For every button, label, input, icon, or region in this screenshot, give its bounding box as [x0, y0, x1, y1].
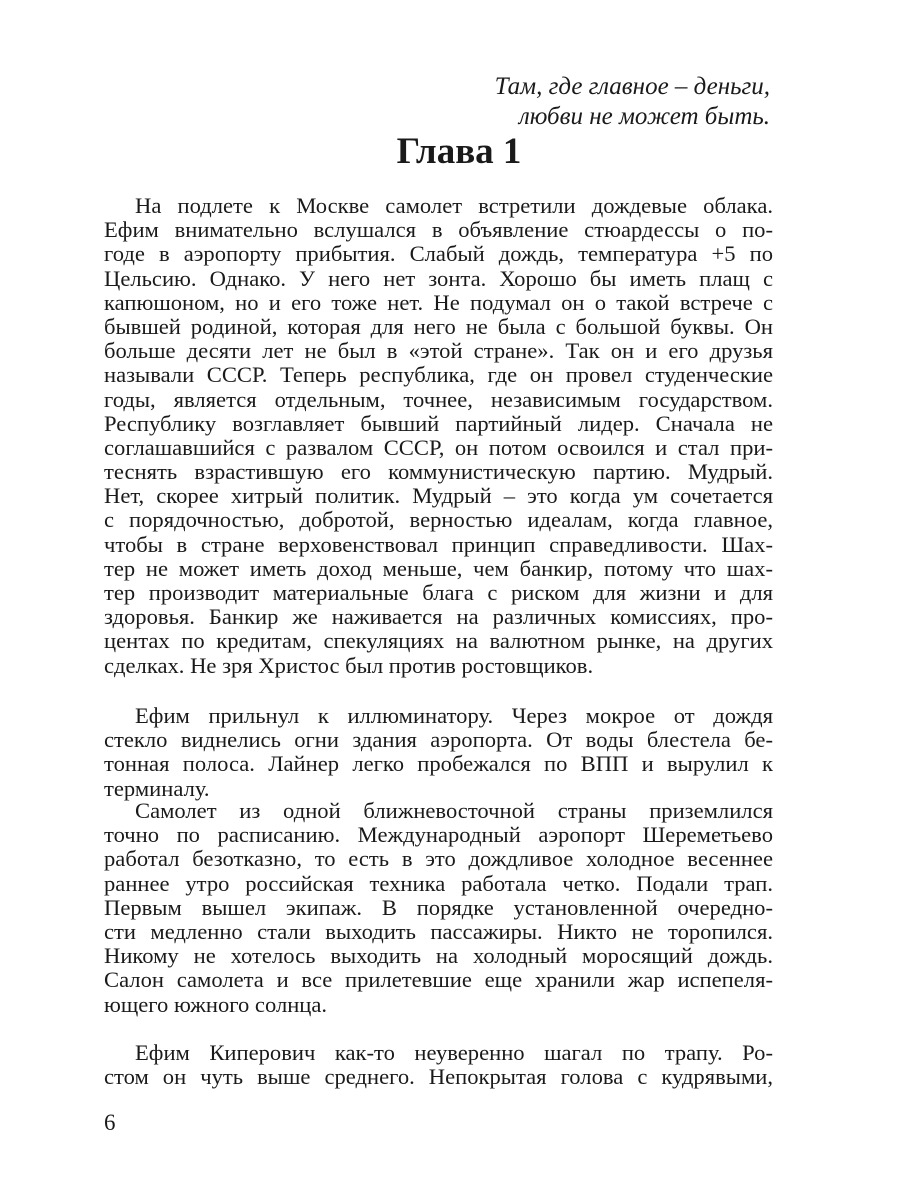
text-line: Ефим внимательно вслушался в объявление стюардессы о по- [104, 217, 773, 243]
text-line: Ефим прильнул к иллюминатору. Через мокрое от дождя [135, 703, 773, 728]
paragraph [104, 1041, 773, 1089]
text-line: называли СССР. Теперь республика, где он провел студенческие [104, 362, 773, 388]
text-line: тер не может иметь доход меньше, чем банкир, потому что шах- [104, 555, 773, 581]
chapter-title: Глава 1 [396, 131, 522, 172]
page-number: 6 [104, 1110, 116, 1135]
paragraph [104, 704, 773, 801]
text-line: сти медленно стали выходить пассажиры. Никто не торопился. [104, 918, 773, 944]
text-line: тер производит материальные блага с риском для жизни и для [104, 580, 773, 605]
text-line: На подлете к Москве самолет встретили дождевые облака. [135, 193, 773, 218]
text-line: ющего южного солнца. [104, 991, 328, 1017]
epigraph-line: Там, где главное – деньги, [494, 73, 770, 100]
text-line: чтобы в стране верховенствовал принцип справедливости. Шах- [104, 531, 773, 557]
text-line: Республику возглавляет бывший партийный лидер. Сначала не [104, 410, 773, 436]
text-line: годе в аэропорту прибытия. Слабый дождь, температура +5 по [104, 241, 773, 267]
text-line: Салон самолета и все прилетевшие еще хранили жар испепеля- [104, 967, 773, 993]
text-line: Ефим Киперович как-то неуверенно шагал по трапу. Ро- [135, 1040, 773, 1065]
text-line: теснять взрастившую его коммунистическую партию. Мудрый. [104, 459, 773, 485]
text-line: точно по расписанию. Международный аэропорт Шереметьево [104, 822, 773, 848]
epigraph [495, 72, 770, 132]
text-line: Самолет из одной ближневосточной страны приземлился [135, 798, 773, 823]
text-line: Нет, скорее хитрый политик. Мудрый – это когда ум сочетается [104, 483, 773, 509]
text-line: стекло виднелись огни здания аэропорта. От воды блестела бе- [104, 727, 773, 753]
text-line: Никому не хотелось выходить на холодный моросящий дождь. [104, 943, 773, 969]
paragraph [104, 194, 773, 678]
text-line: работал безотказно, то есть в это дождливое холодное весеннее [104, 846, 773, 872]
text-line: здоровья. Банкир же наживается на различных комиссиях, про- [104, 604, 773, 630]
text-line: сделках. Не зря Христос был против ростовщиков. [104, 652, 594, 678]
epigraph-line: любви не может быть. [518, 103, 770, 130]
text-line: соглашавшийся с развалом СССР, он потом освоился и стал при- [104, 434, 773, 460]
text-line: капюшоном, но и его тоже нет. Не подумал он о такой встрече с [104, 289, 773, 315]
text-line: раннее утро российская техника работала четко. Подали трап. [104, 870, 773, 896]
text-line: центах по кредитам, спекуляциях на валютном рынке, на других [104, 628, 773, 654]
text-line: бывшей родиной, которая для него не была с большой буквы. Он [104, 313, 773, 339]
text-line: больше десяти лет не был в «этой стране». Так он и его друзья [104, 338, 773, 364]
paragraph [104, 799, 773, 1017]
text-line: с порядочностью, добротой, верностью идеалам, когда главное, [104, 507, 773, 533]
text-line: стом он чуть выше среднего. Непокрытая голова с кудрявыми, [104, 1064, 773, 1090]
text-line: терминалу. [104, 775, 210, 801]
text-line: Цельсию. Однако. У него нет зонта. Хорошо бы иметь плащ с [104, 265, 773, 291]
text-line: годы, является отдельным, точнее, независимым государством. [104, 386, 773, 412]
text-line: Первым вышел экипаж. В порядке установленной очередно- [104, 894, 773, 920]
text-line: тонная полоса. Лайнер легко пробежался по ВПП и вырулил к [104, 751, 773, 777]
